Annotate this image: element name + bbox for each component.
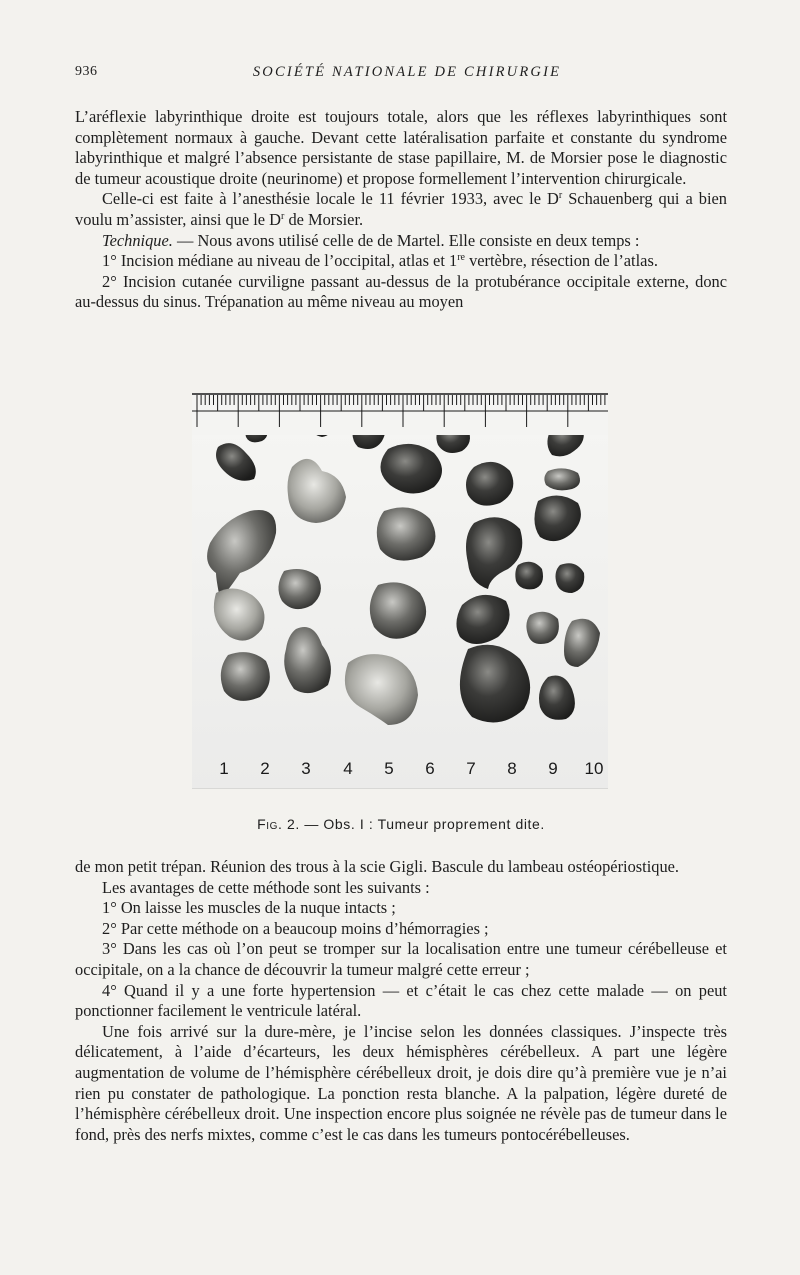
list-item: 1° Incision médiane au niveau de l’occipital, atlas et 1re vertèbre, résection de l’atlas. — [102, 251, 658, 271]
list-item: 2° Incision cutanée curviligne passant au-dessus de la protubérance occipitale externe, donc au-dessus du sinus. Trépanation au même niveau au moyen — [75, 271, 727, 312]
tumor-fragment — [456, 595, 509, 644]
caption-text: — Obs. I : Tumeur proprement dite. — [299, 816, 545, 832]
ruler-number: 3 — [301, 759, 311, 778]
ruler-number: 5 — [384, 759, 394, 778]
paragraph: Celle-ci est faite à l’anesthésie locale le 11 février 1933, avec le $D^r$ Schauenberg qui a bien voulu m’assister, ainsi que le $D^r$ de Morsier. — [75, 189, 727, 229]
tumor-fragment — [284, 627, 331, 693]
tumor-fragment — [526, 612, 558, 644]
tumor-fragment — [466, 462, 513, 506]
paragraph: Technique. — Nous avons utilisé celle de de Martel. Elle consiste en deux temps : — [102, 230, 640, 250]
ruler-number: 10 — [584, 759, 604, 778]
body-text-bottom — [75, 857, 727, 1145]
tumor-fragment — [380, 444, 442, 494]
ruler-number: 7 — [466, 759, 476, 778]
tumor-fragment — [544, 468, 580, 490]
paragraph: Une fois arrivé sur la dure-mère, je l’incise selon les données classiques. J’inspecte très délicatement, à l’aide d’écarteurs, les deux hémisphères cérébelleux. A part une légère augmentation de volume de l’hémisphère cérébelleux droit, je dois dire qu’à première vue je n’ai rien pu constater de pathologique. La ponction resta blanche. A la palpation, légère dureté de l’hémisphère cérébelleux droit. Une inspection encore plus soignée ne révèle pas de tumeur dans le fond, près des nerfs mixtes, comme c’est le cas dans les tumeurs pontocérébelleuses. — [75, 1021, 727, 1144]
page-header — [75, 64, 727, 86]
list-item: 3° Dans les cas où l’on peut se tromper sur la localisation entre une tumeur cérébelleuse et occipitale, on a la chance de découvrir la tumeur malgré cette erreur ; — [75, 939, 727, 979]
tumor-fragment — [288, 459, 347, 523]
tumor-fragment — [556, 563, 585, 593]
tumor-fragment — [278, 569, 320, 609]
tumor-fragment — [460, 645, 530, 723]
tumor-fragment — [207, 510, 276, 599]
tumor-fragments-image — [192, 393, 608, 738]
list-item: 1° On laisse les muscles de la nuque intacts ; — [102, 898, 396, 918]
ruler-number: 6 — [425, 759, 435, 778]
section-heading-technique: Technique. — [102, 230, 173, 250]
running-title: SOCIÉTÉ NATIONALE DE CHIRURGIE — [252, 64, 562, 80]
tumor-fragment — [515, 562, 543, 590]
tumor-fragment — [214, 588, 265, 640]
ruler-number: 4 — [343, 759, 353, 778]
body-text-top — [75, 107, 727, 313]
tumor-photograph — [192, 393, 608, 789]
ruler-number: 1 — [219, 759, 229, 778]
tumor-fragment — [539, 676, 575, 720]
measuring-ruler — [192, 393, 608, 435]
ruler-numbers — [192, 759, 608, 779]
figure-caption — [75, 816, 727, 832]
ruler-number: 2 — [260, 759, 270, 778]
paragraph: L’aréflexie labyrinthique droite est toujours totale, alors que les réflexes labyrinthiques sont complètement normaux à gauche. Devant cette latéralisation parfaite et constante du syndrome labyrinthique et malgré l’absence persistante de stase papillaire, M. de Morsier pose le diagnostic de tumeur acoustique droite (neurinome) et propose formellement l’intervention chirurgicale. — [75, 107, 727, 188]
page-number: 936 — [75, 64, 98, 79]
tumor-fragment — [564, 619, 600, 667]
tumor-fragment — [466, 517, 522, 589]
tumor-fragment — [534, 495, 580, 541]
tumor-fragment — [377, 507, 436, 560]
ruler-number: 9 — [548, 759, 558, 778]
list-item: 2° Par cette méthode on a beaucoup moins d’hémorragies ; — [102, 918, 489, 938]
tumor-fragment — [221, 652, 270, 701]
tumor-fragment — [345, 654, 418, 725]
tumor-fragment — [216, 443, 256, 481]
figure-label: Fig. 2. — [257, 816, 300, 832]
list-item: 4° Quand il y a une forte hypertension — et c’était le cas chez cette malade — on peut ponctionner facilement le ventricule latéral. — [75, 980, 727, 1021]
ruler-number: 8 — [507, 759, 517, 778]
paragraph: de mon petit trépan. Réunion des trous à la scie Gigli. Bascule du lambeau ostéopériostique. — [75, 857, 680, 876]
tumor-fragment — [370, 582, 426, 638]
paragraph: Les avantages de cette méthode sont les suivants : — [102, 877, 430, 897]
